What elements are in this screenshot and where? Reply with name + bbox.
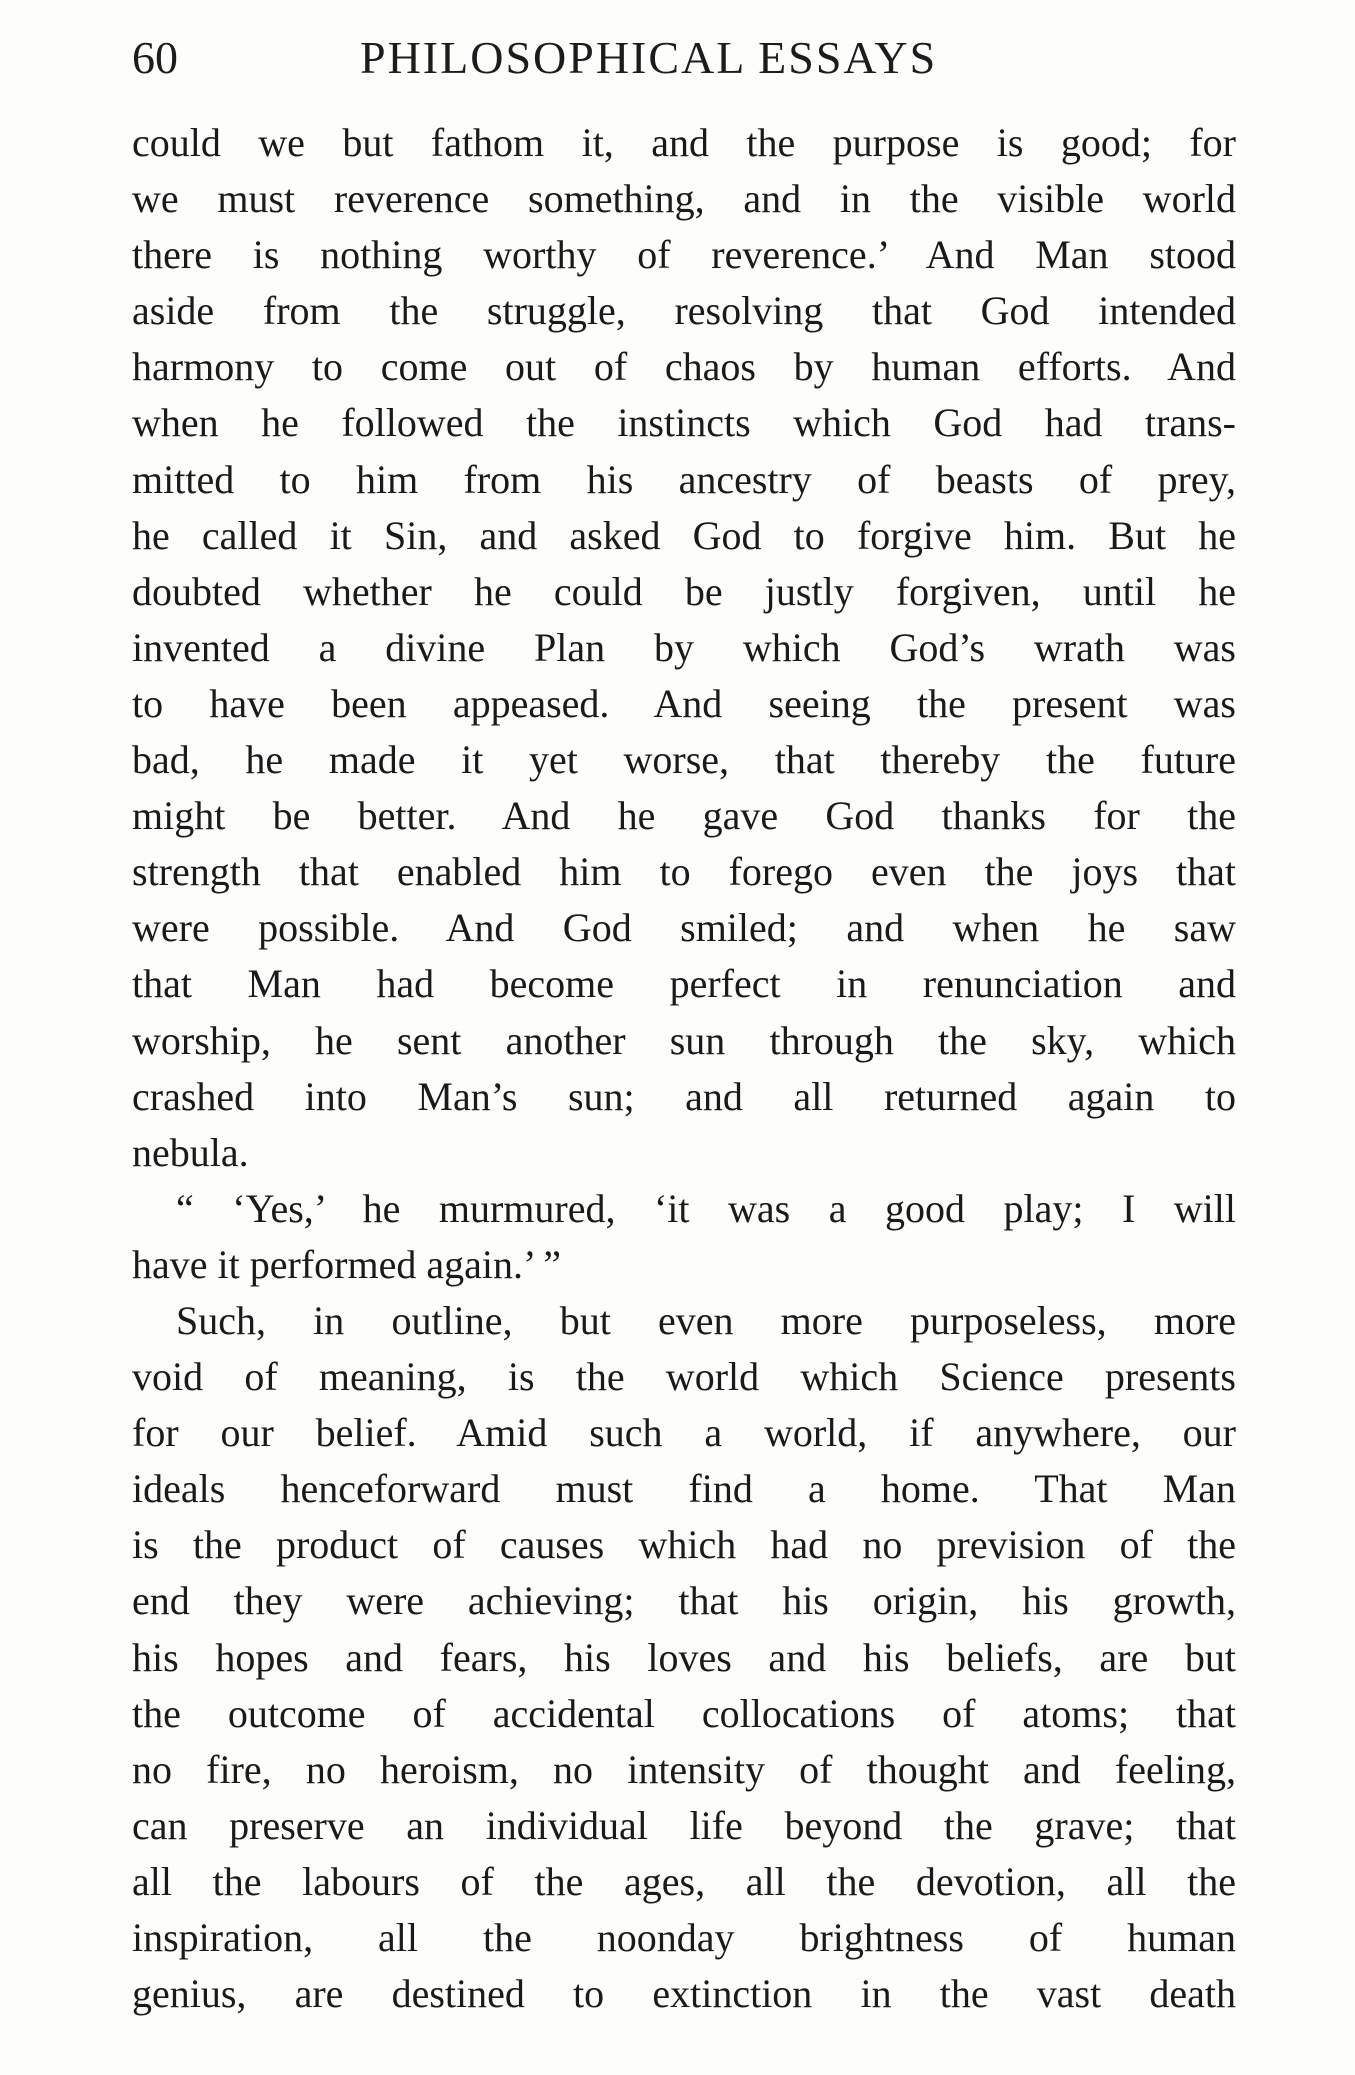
text-line: could we but fathom it, and the purpose is good; for: [132, 120, 1236, 165]
text-line: have it performed again.’ ”: [132, 1241, 562, 1287]
body-text: [132, 115, 1236, 2022]
text-line: when he followed the instincts which God had trans-: [132, 400, 1236, 446]
text-line: that Man had become perfect in renunciation and: [132, 961, 1236, 1007]
text-line: mitted to him from his ancestry of beasts of prey,: [132, 456, 1236, 502]
text-line: strength that enabled him to forego even the joys that: [132, 849, 1236, 895]
text-line: aside from the struggle, resolving that God intended: [132, 288, 1236, 334]
text-line: inspiration, all the noonday brightness of human: [132, 1915, 1236, 1960]
text-line: worship, he sent another sun through the sky, which: [132, 1017, 1236, 1063]
text-line: all the labours of the ages, all the devotion, all the: [132, 1858, 1236, 1904]
page-number: 60: [132, 32, 178, 83]
text-line: we must reverence something, and in the visible world: [132, 176, 1236, 222]
text-line: Such, in outline, but even more purposeless, more: [176, 1297, 1236, 1343]
text-line: ideals henceforward must find a home. That Man: [132, 1466, 1236, 1512]
text-line: harmony to come out of chaos by human efforts. And: [132, 344, 1236, 390]
text-line: might be better. And he gave God thanks for the: [132, 793, 1236, 839]
running-title: PHILOSOPHICAL ESSAYS: [360, 32, 938, 83]
text-line: his hopes and fears, his loves and his beliefs, are but: [132, 1634, 1236, 1680]
text-line: the outcome of accidental collocations of atoms; that: [132, 1690, 1236, 1736]
text-line: is the product of causes which had no prevision of the: [132, 1522, 1236, 1568]
text-line: can preserve an individual life beyond the grave; that: [132, 1802, 1236, 1848]
text-line: genius, are destined to extinction in the vast death: [132, 1971, 1236, 2017]
text-line: no fire, no heroism, no intensity of thought and feeling,: [132, 1746, 1236, 1792]
text-line: crashed into Man’s sun; and all returned again to: [132, 1073, 1236, 1119]
text-line: were possible. And God smiled; and when he saw: [132, 905, 1236, 951]
page-header: [132, 28, 1232, 88]
text-line: there is nothing worthy of reverence.’ And Man stood: [132, 232, 1236, 278]
text-line: for our belief. Amid such a world, if anywhere, our: [132, 1410, 1236, 1456]
text-line: doubted whether he could be justly forgiven, until he: [132, 568, 1236, 614]
text-line: “ ‘Yes,’ he murmured, ‘it was a good play; I will: [176, 1185, 1236, 1231]
text-line: nebula.: [132, 1129, 249, 1175]
text-line: void of meaning, is the world which Science presents: [132, 1354, 1236, 1400]
text-line: bad, he made it yet worse, that thereby the future: [132, 737, 1236, 783]
text-line: he called it Sin, and asked God to forgive him. But he: [132, 512, 1236, 558]
text-line: end they were achieving; that his origin, his growth,: [132, 1578, 1236, 1624]
text-line: invented a divine Plan by which God’s wrath was: [132, 624, 1236, 670]
text-line: to have been appeased. And seeing the present was: [132, 680, 1236, 726]
